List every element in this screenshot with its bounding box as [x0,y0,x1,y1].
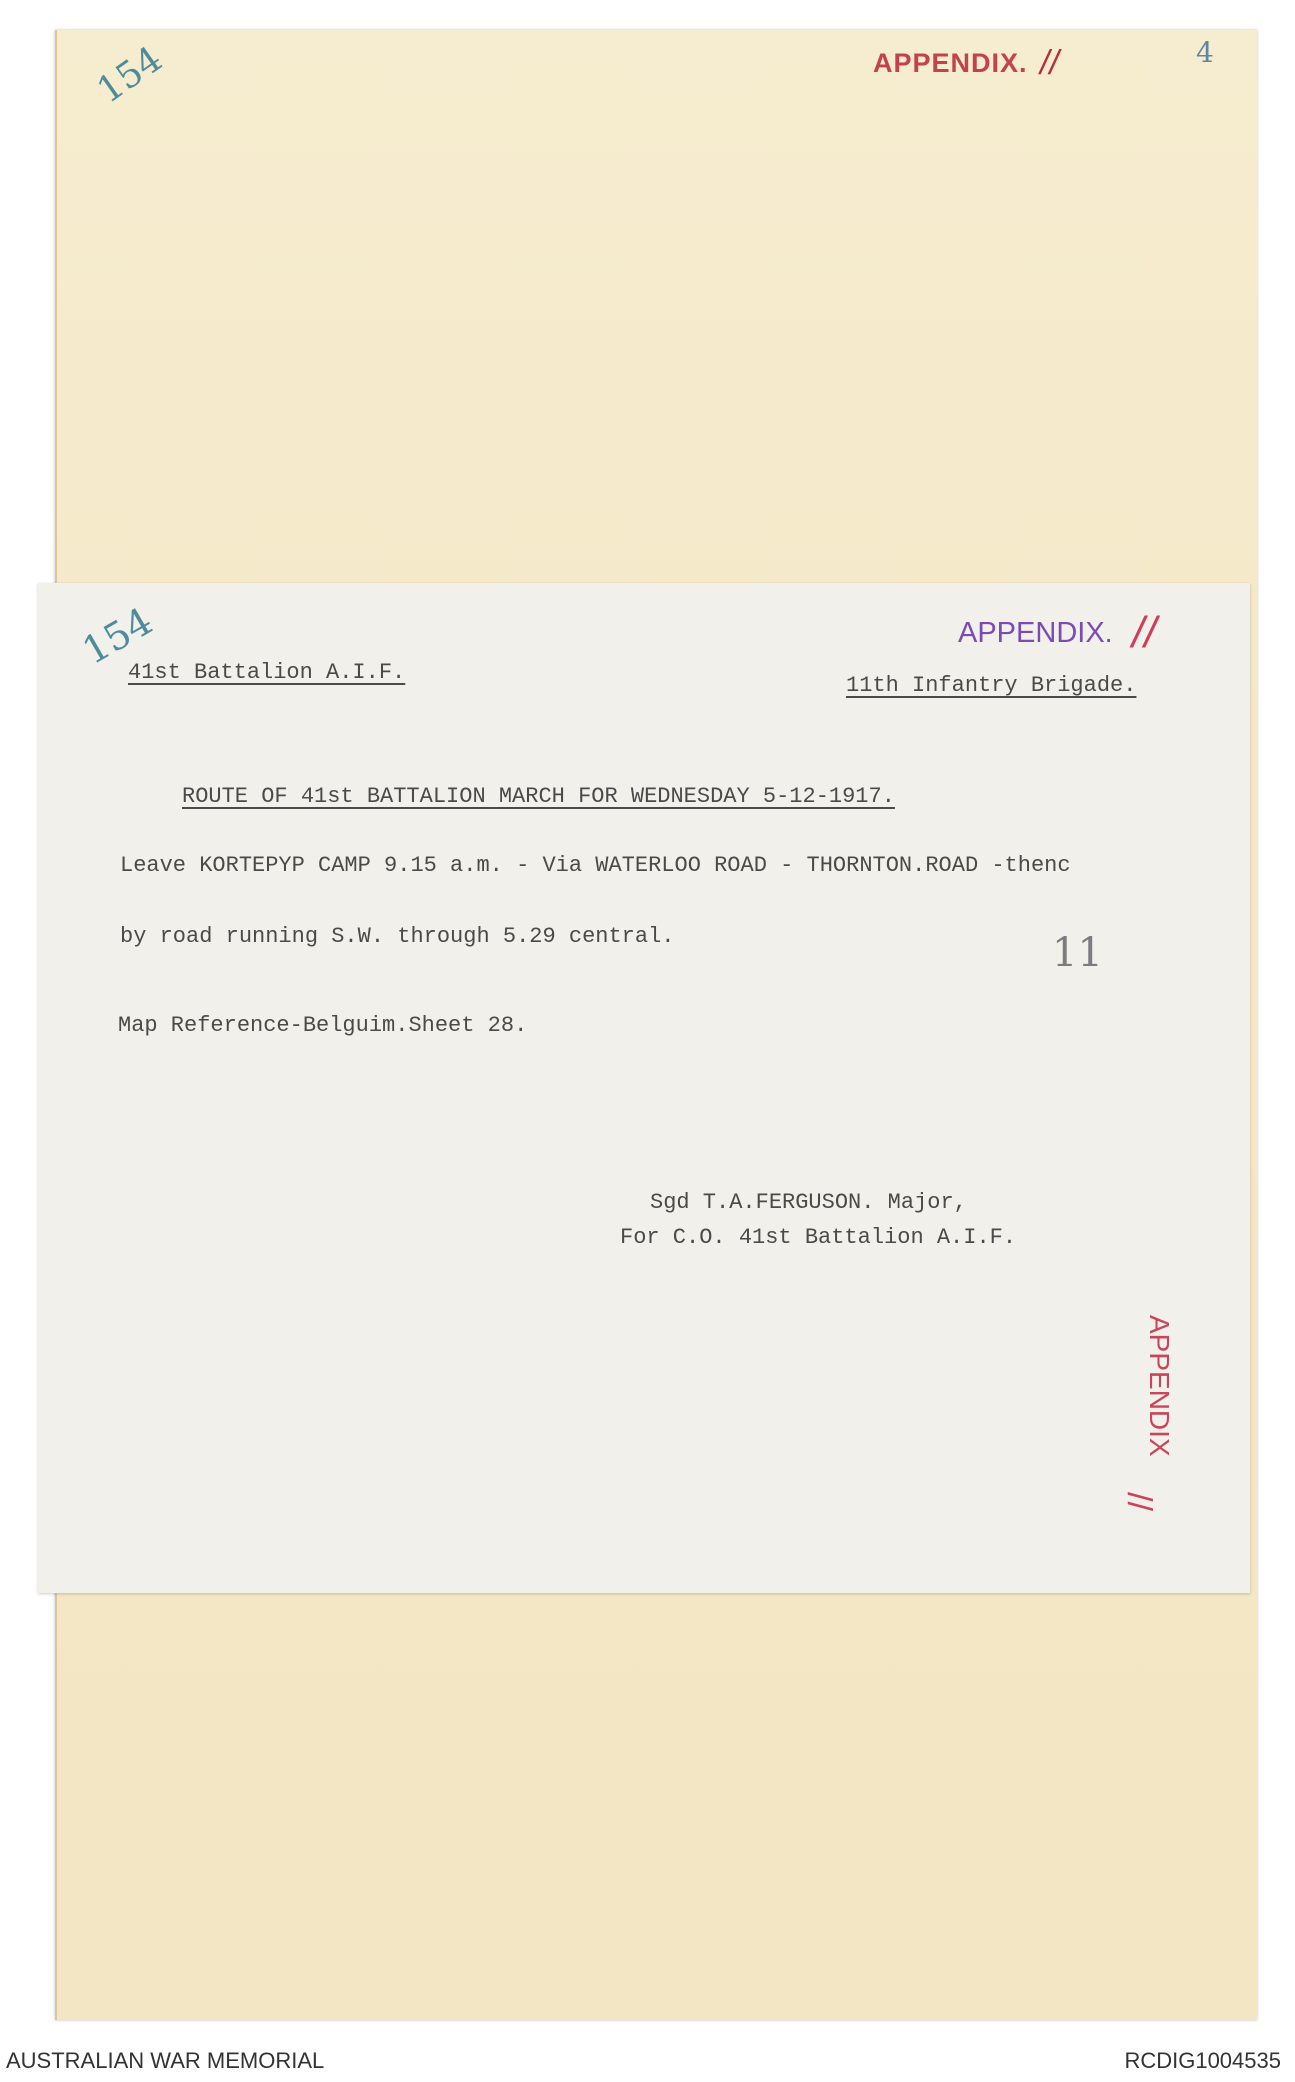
pencil-mark: 11 [1052,930,1103,976]
folio-number-top-left: 154 [90,38,170,112]
appendix-stamp-slip-mark: // [1132,608,1157,657]
appendix-stamp-side-mark: // [1120,1492,1158,1511]
folio-number-slip: 154 [75,598,160,674]
footer-institution: AUSTRALIAN WAR MEMORIAL [6,2048,325,2073]
route-heading: ROUTE OF 41st BATTALION MARCH FOR WEDNESDAY 5-12-1917. [182,784,895,809]
appendix-stamp-side: APPENDIX [1144,1315,1175,1457]
route-line-1: Leave KORTEPYP CAMP 9.15 a.m. - Via WATERLOO ROAD - THORNTON.ROAD -thenc [120,853,1071,878]
signature-line-1: Sgd T.A.FERGUSON. Major, [650,1190,967,1215]
signature-line-2: For C.O. 41st Battalion A.I.F. [620,1225,1017,1250]
map-reference: Map Reference-Belguim.Sheet 28. [118,1013,528,1038]
appendix-stamp-top-mark: // [1040,44,1059,82]
unit-name: 41st Battalion A.I.F. [128,660,406,685]
appendix-stamp-top: APPENDIX. [873,48,1028,78]
footer-record-id: RCDIG1004535 [1124,2048,1281,2073]
appendix-stamp-slip: APPENDIX. [958,617,1113,649]
route-line-2: by road running S.W. through 5.29 central. [120,924,675,949]
typed-slip [38,583,1250,1593]
brigade-name: 11th Infantry Brigade. [846,673,1137,698]
folio-number-top-right: 4 [1196,36,1214,69]
